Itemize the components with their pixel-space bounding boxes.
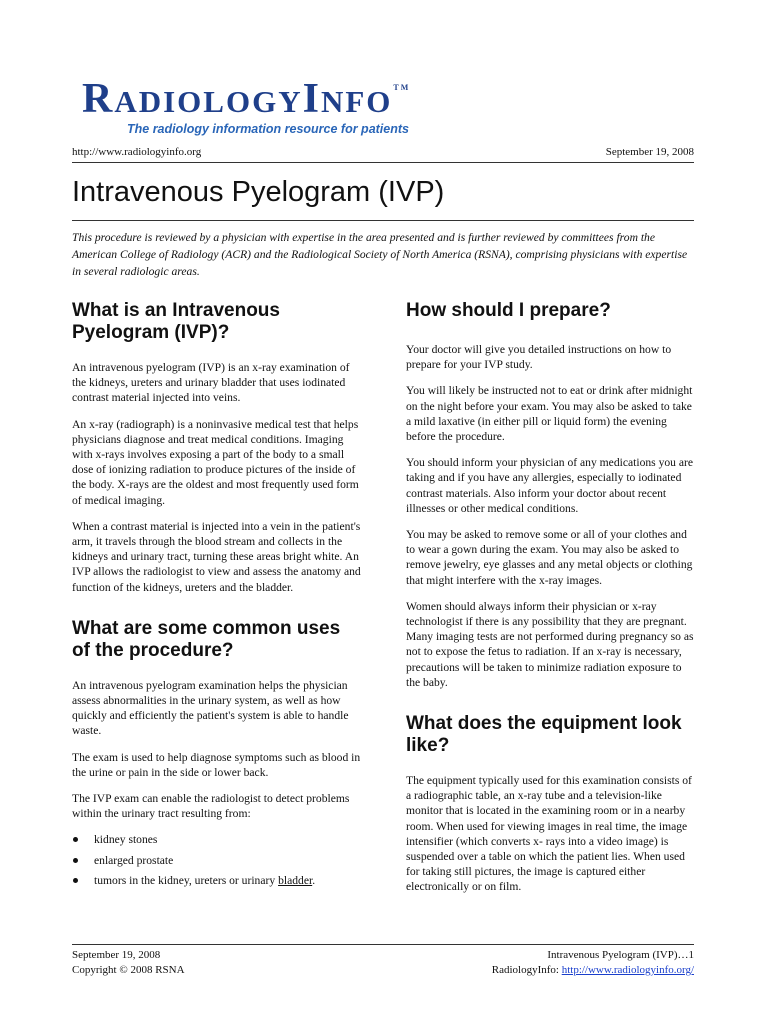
paragraph: Women should always inform their physician or x-ray technologist if there is any possibility that they are pregnant. Many imaging tests are not performed during pregnancy so as not to expose the fetus to radiation. If an x-ray is necessary, precautions will be taken to minimize radiation exposure to the baby.: [406, 599, 694, 689]
footer-site-label: RadiologyInfo:: [491, 964, 562, 976]
footer-date: September 19, 2008: [72, 949, 161, 961]
logo-word-nfo: NFO: [320, 84, 393, 119]
footer-site-link[interactable]: http://www.radiologyinfo.org/: [561, 964, 694, 976]
intro-paragraph: This procedure is reviewed by a physician with expertise in the area presented and is further reviewed by committees from the American College of Radiology (ACR) and the Radiological Society of North America (RSNA), comprising physicians with expertise in several radiologic areas.: [72, 231, 688, 278]
footer-right: [492, 948, 694, 978]
header-url[interactable]: http://www.radiologyinfo.org: [72, 146, 202, 158]
right-column: [406, 300, 696, 906]
header-divider: [72, 162, 694, 163]
bladder-link[interactable]: bladder: [278, 873, 313, 887]
list-item: [72, 832, 362, 847]
logo-word-radiology: ADIOLOGY: [114, 84, 303, 119]
list-item-text: kidney stones: [94, 833, 158, 847]
paragraph: An x-ray (radiograph) is a noninvasive medical test that helps physicians diagnose and treat medical conditions. Imaging with x-rays involves exposing a part of the body to a small dose of ionizing radiation to produce pictures of the inside of the body. X-rays are the oldest and most frequently used form of medical imaging.: [72, 417, 359, 507]
page-title: Intravenous Pyelogram (IVP): [72, 176, 445, 208]
section-heading-common-uses: What are some common uses of the procedure?: [72, 617, 341, 661]
list-item-text: enlarged prostate: [94, 853, 174, 867]
conditions-list: [72, 832, 362, 888]
section-heading-prepare: How should I prepare?: [406, 300, 611, 321]
paragraph: The exam is used to help diagnose symptoms such as blood in the urine or pain in the side or lower back.: [72, 750, 361, 779]
paragraph: You may be asked to remove some or all of your clothes and to wear a gown during the exam. You may also be asked to remove jewelry, eye glasses and any metal objects or clothing that might interfere with the x-ray images.: [406, 528, 693, 587]
list-item-text: tumors in the kidney, ureters or urinary: [94, 873, 279, 887]
list-item: [72, 853, 362, 868]
radiologyinfo-logo: [82, 78, 442, 136]
paragraph: The IVP exam can enable the radiologist to detect problems within the urinary tract resulting from:: [72, 792, 350, 821]
logo-trademark: TM: [393, 83, 411, 92]
paragraph: The equipment typically used for this examination consists of a radiographic table, an x-ray tube and a television-like monitor that is located in the examining room or in a nearby room. When used for viewing images in real time, the image intensifier (which converts x- rays into a video image) is suspended over a table on which the patient lies. When used for taking still pictures, the image is captured either electronically or on film.: [406, 774, 692, 894]
footer-page-ref: Intravenous Pyelogram (IVP)…1: [547, 949, 694, 961]
paragraph: Your doctor will give you detailed instructions on how to prepare for your IVP study.: [406, 343, 672, 372]
left-column: [72, 300, 362, 893]
logo-letter-r: R: [82, 76, 115, 122]
bullet-icon: [73, 837, 78, 842]
logo-letter-i: I: [302, 76, 321, 122]
paragraph: You will likely be instructed not to eat or drink after midnight on the night before your exam. You may also be asked to take a mild laxative (in either pill or liquid form) the evening before the procedure.: [406, 384, 693, 444]
logo-wordmark: [82, 78, 442, 120]
title-divider: [72, 220, 694, 221]
list-item: [72, 873, 362, 888]
footer-site: [492, 963, 694, 978]
paragraph: You should inform your physician of any medications you are taking and if you have any allergies, especially to iodinated contrast materials. Also inform your doctor about recent illnesses or other medical conditions.: [406, 456, 694, 515]
footer-copyright: Copyright © 2008 RSNA: [72, 964, 185, 976]
footer-divider: [72, 944, 694, 945]
paragraph: An intravenous pyelogram (IVP) is an x-ray examination of the kidneys, ureters and urinary bladder that uses iodinated contrast material injected into veins.: [72, 361, 350, 405]
bullet-icon: [73, 858, 78, 863]
logo-tagline: The radiology information resource for patients: [127, 122, 409, 136]
header-date: September 19, 2008: [605, 146, 694, 158]
paragraph: An intravenous pyelogram examination helps the physician assess abnormalities in the urinary system, as well as how quickly and efficiently the patient's system is able to handle waste.: [72, 678, 349, 738]
section-heading-what-is: What is an Intravenous Pyelogram (IVP)?: [72, 300, 280, 343]
header-meta: [72, 146, 694, 158]
paragraph: When a contrast material is injected into a vein in the patient's arm, it travels through the blood stream and collects in the kidneys and urinary tract, turning these areas bright white. An IVP allows the radiologist to view and assess the anatomy and function of the kidneys, ureters and the bladder.: [72, 519, 361, 594]
list-item-punct: .: [312, 873, 316, 887]
bullet-icon: [73, 878, 78, 883]
section-heading-equipment: What does the equipment look like?: [406, 713, 682, 757]
footer-left: [72, 948, 185, 978]
